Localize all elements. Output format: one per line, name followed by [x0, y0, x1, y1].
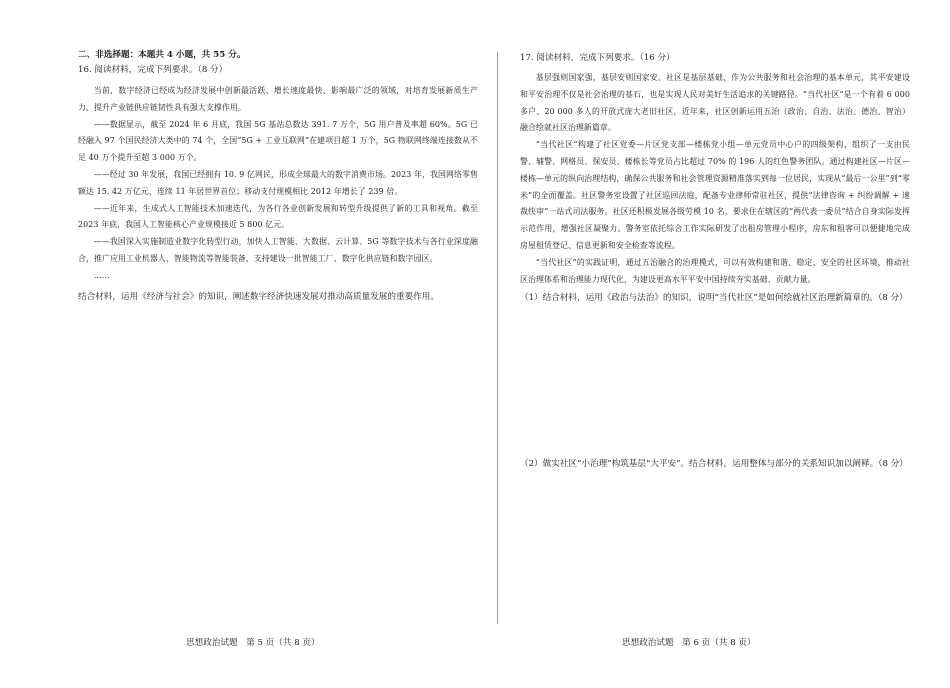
q17-paragraph: “当代社区”的实践证明，通过五治融合的治理模式，可以有效构建和谐、稳定、安全的社区环境，推动社区治理体系和治理能力现代化，为建设更高水平平安中国持续夯实基础、贡献力量。	[520, 257, 910, 284]
q16-paragraph: ——经过 30 年发展，我国已经拥有 10. 9 亿网民，形成全球最大的数字消费市场。2023 年，我国网络零售额达 15. 42 万亿元，连续 11 年居世界首位；移动支付规模相比 2012 年增长了 239 倍。	[78, 169, 478, 196]
section-title: 二、非选择题：本题共 4 小题，共 55 分。	[78, 50, 246, 60]
q16-header: 16. 阅读材料，完成下列要求。（8 分）	[78, 65, 228, 75]
q16-paragraph: 当前，数字经济已经成为经济发展中创新最活跃、增长速度最快、影响最广泛的领域，对培育发展新质生产力、提升产业链供应链韧性具有强大支撑作用。	[78, 86, 478, 112]
q17-sub2: （2）做实社区“小治理”构筑基层“大平安”。结合材料，运用整体与部分的关系知识加以阐释。（8 分）	[520, 459, 908, 469]
q16-block	[78, 48, 478, 305]
q16-paragraph: ——数据显示，截至 2024 年 6 月底，我国 5G 基站总数达 391. 7 万个，5G 用户普及率超 60%。5G 已经融入 97 个国民经济大类中的 74 个，全国“5G + 工业互联网”在建项目超 1 万个，5G 物联网终端连接数从不足 40 万个提升至超 3 000 万个。	[78, 119, 478, 163]
page-footer-right: 思想政治试题 第 6 页（共 8 页）	[622, 638, 756, 648]
q17-paragraph: 基层强则国家强，基层安则国家安。社区是基层基础，作为公共服务和社会治理的基本单元，其平安建设和平安治理不仅是社会治理的基石，也是实现人民对美好生活追求的关键路径。“当代社区”是一个有着 6 000 多户、20 000 多人的开放式庞大老旧社区，近年来，社区创新运用五治（政治、自治、法治、德治、智治）融合绘就社区治理新篇章。	[520, 73, 910, 133]
q17-sub1: （1）结合材料，运用《政治与法治》的知识，说明“当代社区”是如何绘就社区治理新篇章的。（8 分）	[520, 293, 908, 304]
q17-material	[520, 70, 910, 288]
page-divider	[497, 52, 498, 624]
q16-material	[78, 83, 478, 285]
page-footer-left: 思想政治试题 第 5 页（共 8 页）	[186, 638, 320, 648]
q16-paragraph: ——我国深入实施制造业数字化转型行动，加快人工智能、大数据、云计算、5G 等数字技术与各行业深度融合，推广应用工业机器人、智能物流等智能装备，支持建设一批智能工厂、数字化供应链和数字园区。	[78, 237, 478, 263]
q16-question: 结合材料，运用《经济与社会》的知识，阐述数字经济快速发展对推动高质量发展的重要作用。	[78, 291, 439, 302]
q16-paragraph: ……	[93, 270, 110, 280]
left-page	[78, 0, 478, 688]
q17-header: 17. 阅读材料，完成下列要求。（16 分）	[520, 53, 675, 63]
q16-paragraph: ——近年来，生成式人工智能技术加速迭代，为各行各业创新发展和转型升级提供了新的工具和视角。截至 2023 年底，我国人工智能核心产业规模接近 5 800 亿元。	[78, 203, 478, 230]
right-page	[520, 0, 910, 688]
q17-paragraph: “当代社区”构建了社区党委—片区党支部—楼栋党小组—单元党员中心户的四级架构，组织了一支由民警、辅警、网格员、保安员、楼栋长等党员占比超过 70% 的 196 人的红色警务团队。通过构建社区—片区—楼栋—单元的纵向治理结构，确保公共服务和社会管理资源精准落实到每一位居民，实现从“最后一公里”到“零米”的全面覆盖。社区警务室设置了社区巡回法庭，配备专业律师常驻社区，提供“法律咨询 + 纠纷调解 + 速裁快审”一站式司法服务。社区还积极发展各级劳模 10 名，要求住在辖区的“两代表一委员”结合自身实际发挥示范作用，增强社区凝聚力。警务室依托综合工作实际研发了出租房管理小程序，房东和租客可以便捷地完成房屋租赁登记、信息更新和安全检查等流程。	[520, 140, 910, 250]
q17-block	[520, 51, 910, 307]
